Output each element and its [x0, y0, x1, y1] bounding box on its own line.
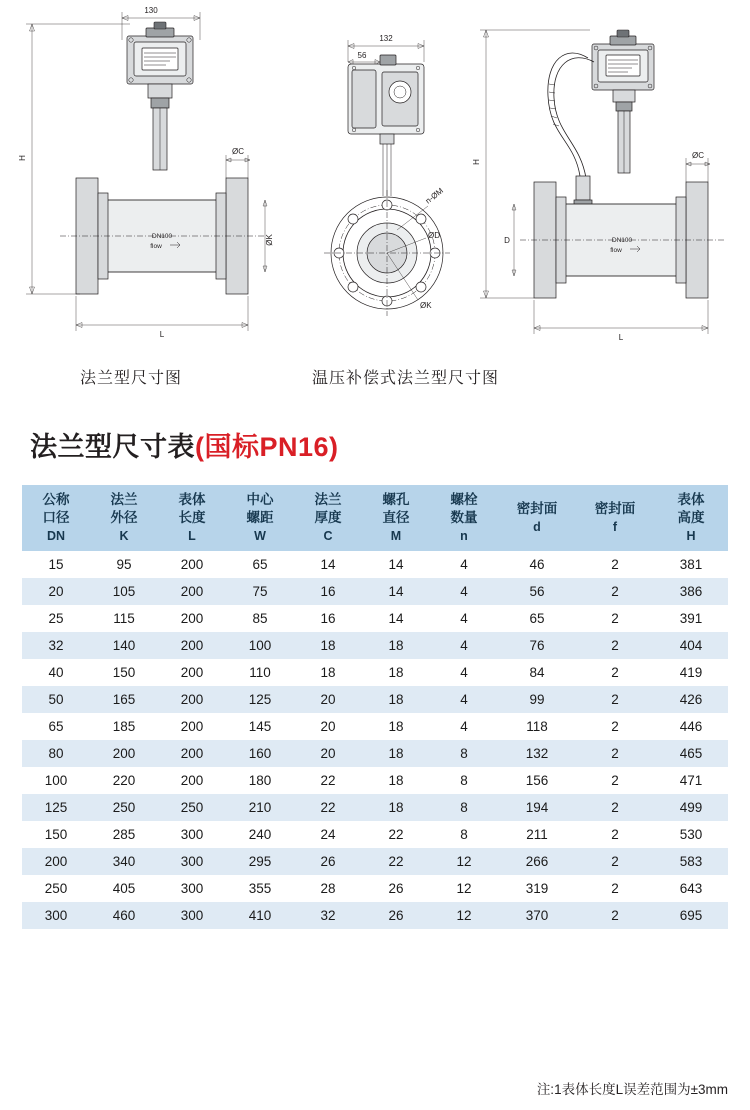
table-cell: 4 — [460, 584, 468, 600]
table-cell: 410 — [248, 908, 272, 924]
flow-label: flow — [150, 243, 162, 250]
table-cell: 18 — [320, 638, 336, 654]
table-cell: 240 — [248, 827, 272, 843]
table-cell: 115 — [113, 611, 135, 627]
table-cell: 145 — [248, 719, 272, 735]
table-cell: 465 — [679, 746, 703, 762]
col-c-sym: C — [323, 528, 333, 543]
table-cell: 125 — [44, 800, 68, 816]
table-cell: 16 — [320, 584, 336, 600]
table-cell: 18 — [388, 719, 404, 735]
col-m — [362, 485, 430, 551]
table-cell: 4 — [460, 611, 468, 627]
table-cell: 84 — [529, 665, 545, 681]
table-cell: 2 — [611, 557, 619, 573]
table-cell: 200 — [180, 746, 204, 762]
table-cell: 14 — [388, 557, 404, 573]
dim-phi-c: ØC — [232, 147, 244, 156]
table-cell: 165 — [112, 692, 136, 708]
table-cell: 20 — [48, 584, 64, 600]
col-n-sym: n — [460, 528, 468, 543]
body-label-dn100: DN100 — [151, 233, 173, 240]
col-n-line1: 螺栓 — [450, 492, 478, 507]
table-cell: 26 — [388, 908, 404, 924]
col-l-line2: 长度 — [178, 509, 206, 525]
table-cell: 12 — [456, 854, 472, 870]
col-k-line1: 法兰 — [110, 492, 138, 507]
col-h — [654, 485, 728, 551]
table-cell: 4 — [460, 557, 468, 573]
table-row — [22, 875, 728, 902]
table-cell: 2 — [611, 611, 619, 627]
table-cell: 18 — [388, 692, 404, 708]
table-cell: 2 — [611, 881, 619, 897]
table-cell: 26 — [388, 881, 404, 897]
table-header-row — [22, 485, 728, 551]
table-cell: 319 — [525, 881, 549, 897]
table-row — [22, 605, 728, 632]
dimension-table-wrap — [22, 485, 728, 929]
table-cell: 200 — [44, 854, 68, 870]
table-cell: 2 — [611, 692, 619, 708]
table-cell: 391 — [679, 611, 703, 627]
dim-n-phi-m: n-ØM — [423, 186, 445, 206]
col-c — [294, 485, 362, 551]
table-row — [22, 551, 728, 578]
col-k-sym: K — [119, 528, 129, 543]
table-cell: 250 — [180, 800, 204, 816]
table-cell: 471 — [679, 773, 703, 789]
table-cell: 160 — [248, 746, 272, 762]
table-row — [22, 902, 728, 929]
table-cell: 426 — [679, 692, 703, 708]
table-cell: 2 — [611, 908, 619, 924]
table-cell: 200 — [112, 746, 136, 762]
table-cell: 200 — [180, 584, 204, 600]
table-cell: 22 — [388, 854, 404, 870]
table-row — [22, 740, 728, 767]
col-w-line2: 螺距 — [246, 509, 274, 525]
table-cell: 2 — [611, 584, 619, 600]
table-cell: 643 — [679, 881, 703, 897]
caption-flange-type: 法兰型尺寸图 — [80, 370, 183, 387]
table-cell: 8 — [460, 773, 468, 789]
table-cell: 530 — [679, 827, 703, 843]
table-cell: 14 — [388, 611, 404, 627]
table-cell: 65 — [252, 557, 268, 573]
table-cell: 200 — [180, 773, 204, 789]
flow-label-2: flow — [610, 247, 622, 254]
table-cell: 76 — [529, 638, 545, 654]
table-cell: 18 — [388, 638, 404, 654]
col-l — [158, 485, 226, 551]
col-d-line1: 密封面 — [516, 500, 558, 516]
col-f-sym: f — [612, 519, 618, 534]
dim-l: L — [159, 330, 165, 339]
table-cell: 4 — [460, 638, 468, 654]
table-cell: 405 — [112, 881, 136, 897]
dim-d: D — [504, 236, 510, 245]
table-cell: 300 — [44, 908, 68, 924]
col-l-line1: 表体 — [178, 492, 206, 507]
table-cell: 460 — [112, 908, 136, 924]
table-cell: 300 — [180, 908, 204, 924]
dim-56: 56 — [357, 51, 367, 60]
table-cell: 65 — [529, 611, 545, 627]
table-cell: 8 — [460, 746, 468, 762]
col-f-line1: 密封面 — [594, 500, 636, 516]
table-cell: 18 — [320, 665, 336, 681]
table-cell: 125 — [248, 692, 272, 708]
dim-phi-d: ØD — [428, 231, 440, 240]
table-cell: 2 — [611, 719, 619, 735]
dim-l-2: L — [618, 333, 624, 342]
table-cell: 355 — [248, 881, 272, 897]
table-cell: 156 — [525, 773, 549, 789]
col-h-line2: 高度 — [677, 509, 705, 525]
table-cell: 200 — [180, 611, 204, 627]
table-cell: 65 — [48, 719, 64, 735]
drawing-compensated-type — [470, 0, 745, 352]
dimension-table — [22, 485, 728, 929]
table-cell: 386 — [679, 584, 703, 600]
table-cell: 295 — [248, 854, 272, 870]
table-cell: 404 — [679, 638, 703, 654]
col-k-line2: 外径 — [110, 509, 138, 525]
table-cell: 32 — [320, 908, 336, 924]
table-cell: 80 — [48, 746, 64, 762]
table-cell: 25 — [48, 611, 64, 627]
table-cell: 40 — [48, 665, 64, 681]
col-w-sym: W — [254, 528, 266, 543]
col-w-line1: 中心 — [246, 492, 274, 507]
table-cell: 200 — [180, 557, 204, 573]
table-cell: 300 — [180, 881, 204, 897]
col-k — [90, 485, 158, 551]
table-row — [22, 767, 728, 794]
table-row — [22, 632, 728, 659]
table-cell: 18 — [388, 665, 404, 681]
page-title-main: 法兰型尺寸表 — [30, 432, 195, 462]
drawing-flange-face — [318, 0, 468, 352]
col-d-sym: d — [533, 519, 541, 534]
table-cell: 46 — [529, 557, 545, 573]
table-cell: 99 — [529, 692, 545, 708]
dim-h: H — [18, 155, 27, 161]
col-l-sym: L — [188, 528, 196, 543]
table-cell: 2 — [611, 827, 619, 843]
table-cell: 2 — [611, 854, 619, 870]
table-cell: 118 — [526, 719, 548, 735]
drawings-area — [0, 0, 750, 387]
table-cell: 50 — [48, 692, 64, 708]
table-cell: 2 — [611, 665, 619, 681]
page-title-suffix: (国标PN16) — [195, 432, 339, 462]
body-label-dn100-2: DN100 — [611, 237, 633, 244]
caption-compensated-type: 温压补偿式法兰型尺寸图 — [312, 370, 500, 387]
table-row — [22, 821, 728, 848]
col-dn-line2: 口径 — [42, 509, 70, 525]
table-row — [22, 848, 728, 875]
table-cell: 4 — [460, 665, 468, 681]
table-cell: 18 — [388, 773, 404, 789]
table-cell: 250 — [112, 800, 136, 816]
table-cell: 4 — [460, 692, 468, 708]
table-cell: 12 — [456, 908, 472, 924]
table-row — [22, 578, 728, 605]
table-cell: 8 — [460, 800, 468, 816]
table-cell: 2 — [611, 638, 619, 654]
table-cell: 583 — [679, 854, 703, 870]
table-cell: 18 — [388, 746, 404, 762]
table-cell: 105 — [112, 584, 136, 600]
footnote: 注:1表体长度L误差范围为±3mm — [536, 1082, 728, 1097]
col-h-sym: H — [686, 528, 696, 543]
table-cell: 12 — [456, 881, 472, 897]
col-d — [498, 485, 576, 551]
table-cell: 200 — [180, 665, 204, 681]
table-cell: 20 — [320, 746, 336, 762]
table-cell: 24 — [320, 827, 336, 843]
col-m-line2: 直径 — [382, 509, 410, 525]
table-cell: 85 — [252, 611, 268, 627]
dim-phi-k: ØK — [265, 234, 274, 246]
table-cell: 381 — [679, 557, 703, 573]
table-cell: 211 — [526, 827, 548, 843]
table-cell: 499 — [679, 800, 703, 816]
table-cell: 100 — [248, 638, 272, 654]
table-cell: 22 — [320, 800, 336, 816]
table-cell: 132 — [525, 746, 549, 762]
table-cell: 200 — [180, 692, 204, 708]
table-cell: 110 — [249, 665, 271, 681]
table-cell: 419 — [679, 665, 703, 681]
dim-130: 130 — [144, 6, 158, 15]
col-dn-line1: 公称 — [42, 492, 70, 507]
page-title — [30, 425, 339, 464]
dim-phi-k2: ØK — [420, 301, 432, 310]
table-cell: 20 — [320, 719, 336, 735]
table-cell: 200 — [180, 719, 204, 735]
table-cell: 18 — [388, 800, 404, 816]
table-cell: 2 — [611, 773, 619, 789]
table-cell: 2 — [611, 746, 619, 762]
table-cell: 22 — [320, 773, 336, 789]
table-cell: 266 — [525, 854, 549, 870]
table-cell: 56 — [529, 584, 545, 600]
table-cell: 4 — [460, 719, 468, 735]
dim-phi-c-2: ØC — [692, 151, 704, 160]
col-c-line1: 法兰 — [314, 492, 342, 507]
table-cell: 28 — [320, 881, 336, 897]
table-body — [22, 551, 728, 929]
col-m-line1: 螺孔 — [382, 492, 410, 507]
col-w — [226, 485, 294, 551]
col-f — [576, 485, 654, 551]
table-cell: 32 — [48, 638, 64, 654]
table-cell: 446 — [679, 719, 703, 735]
table-cell: 695 — [679, 908, 703, 924]
table-cell: 14 — [320, 557, 336, 573]
table-cell: 340 — [112, 854, 136, 870]
col-n — [430, 485, 498, 551]
col-h-line1: 表体 — [677, 492, 705, 507]
table-cell: 140 — [112, 638, 136, 654]
table-row — [22, 794, 728, 821]
table-cell: 75 — [252, 584, 268, 600]
table-cell: 250 — [44, 881, 68, 897]
table-cell: 8 — [460, 827, 468, 843]
dim-132: 132 — [379, 34, 393, 43]
table-cell: 185 — [112, 719, 136, 735]
table-cell: 22 — [388, 827, 404, 843]
table-row — [22, 713, 728, 740]
table-head — [22, 485, 728, 551]
table-cell: 15 — [48, 557, 64, 573]
table-cell: 300 — [180, 827, 204, 843]
table-cell: 14 — [388, 584, 404, 600]
table-cell: 150 — [112, 665, 136, 681]
table-cell: 16 — [320, 611, 336, 627]
table-cell: 210 — [248, 800, 272, 816]
table-cell: 194 — [525, 800, 549, 816]
table-cell: 200 — [180, 638, 204, 654]
table-cell: 20 — [320, 692, 336, 708]
col-n-line2: 数量 — [450, 509, 478, 525]
drawing-flange-type — [10, 0, 310, 352]
dim-h-2: H — [472, 159, 481, 165]
table-cell: 100 — [44, 773, 68, 789]
table-cell: 220 — [112, 773, 136, 789]
col-dn — [22, 485, 90, 551]
table-cell: 95 — [116, 557, 132, 573]
table-cell: 285 — [112, 827, 136, 843]
table-cell: 300 — [180, 854, 204, 870]
table-cell: 26 — [320, 854, 336, 870]
table-cell: 180 — [248, 773, 272, 789]
table-cell: 370 — [525, 908, 549, 924]
table-cell: 150 — [44, 827, 68, 843]
col-c-line2: 厚度 — [314, 509, 342, 525]
table-row — [22, 659, 728, 686]
col-dn-sym: DN — [46, 528, 66, 543]
table-cell: 2 — [611, 800, 619, 816]
table-row — [22, 686, 728, 713]
col-m-sym: M — [390, 528, 402, 543]
